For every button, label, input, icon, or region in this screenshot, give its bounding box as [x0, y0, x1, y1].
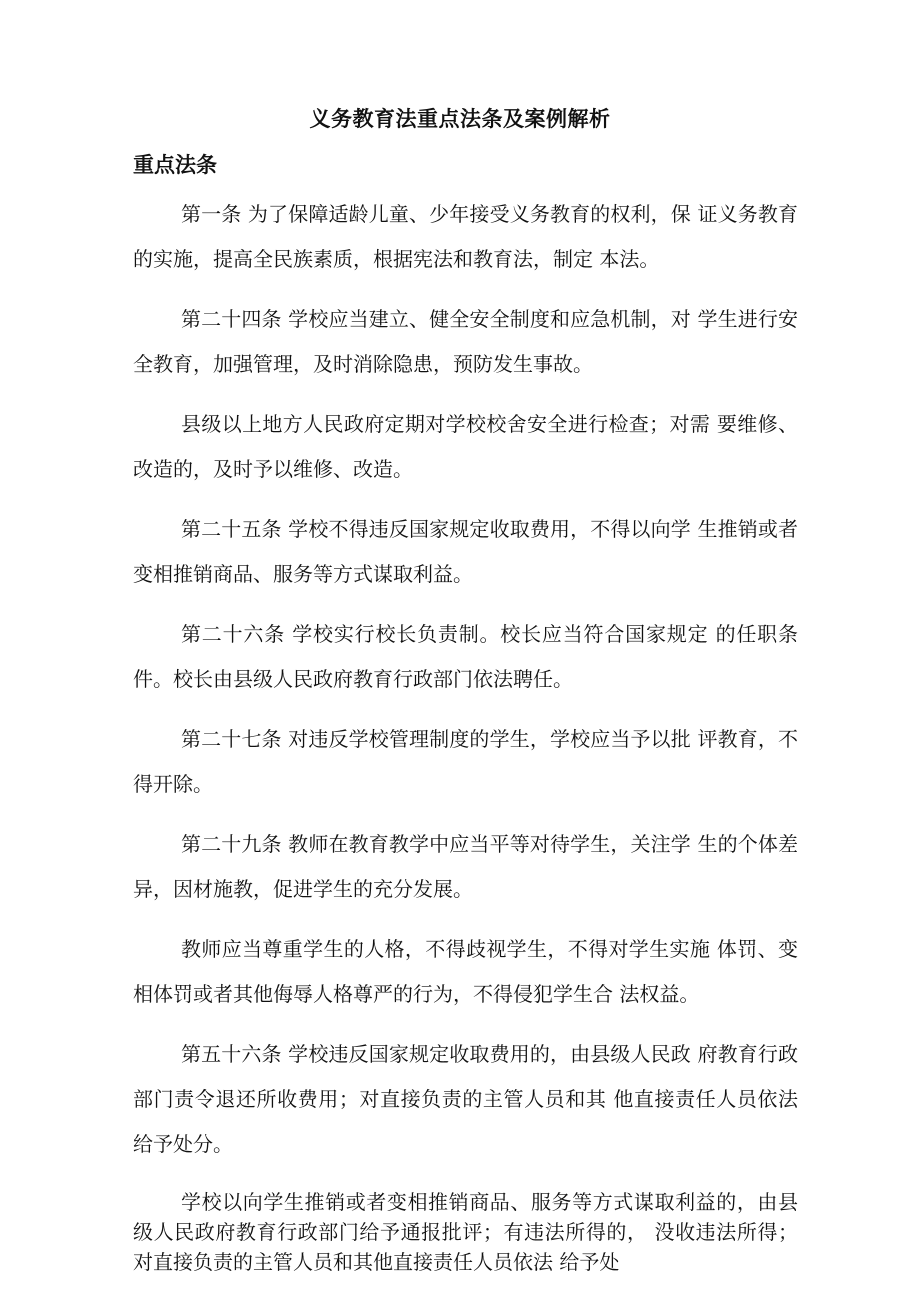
paragraph-teacher-respect: 教师应当尊重学生的人格，不得歧视学生，不得对学生实施 体罚、变相体罚或者其他侮辱人格尊严的行为，不得侵犯学生合 法权益。	[133, 937, 798, 1006]
paragraph-article-56: 第五十六条 学校违反国家规定收取费用的，由县级人民政 府教育行政部门责令退还所收费用；对直接负责的主管人员和其 他直接责任人员依法给予处分。	[133, 1042, 798, 1156]
paragraph-sales-penalty: 学校以向学生推销或者变相推销商品、服务等方式谋取利益的，由县级人民政府教育行政部门给予通报批评；有违法所得的， 没收违法所得；对直接负责的主管人员和其他直接责任人员依法 给予处	[133, 1190, 798, 1274]
document-body	[133, 192, 798, 1292]
paragraph-article-24: 第二十四条 学校应当建立、健全安全制度和应急机制，对 学生进行安全教育，加强管理，及时消除隐患，预防发生事故。	[133, 307, 798, 376]
paragraph-article-26: 第二十六条 学校实行校长负责制。校长应当符合国家规定 的任职条件。校长由县级人民政府教育行政部门依法聘任。	[133, 622, 798, 691]
paragraph-school-building-safety: 县级以上地方人民政府定期对学校校舍安全进行检查；对需 要维修、改造的，及时予以维修、改造。	[133, 412, 798, 481]
document-title: 义务教育法重点法条及案例解析	[309, 107, 611, 131]
paragraph-article-1: 第一条 为了保障适龄儿童、少年接受义务教育的权利，保 证义务教育的实施，提高全民族素质，根据宪法和教育法，制定 本法。	[133, 202, 798, 271]
paragraph-article-29: 第二十九条 教师在教育教学中应当平等对待学生，关注学 生的个体差异，因材施教，促进学生的充分发展。	[133, 832, 798, 901]
paragraph-article-27: 第二十七条 对违反学校管理制度的学生，学校应当予以批 评教育，不得开除。	[133, 727, 798, 796]
paragraph-article-25: 第二十五条 学校不得违反国家规定收取费用，不得以向学 生推销或者变相推销商品、服务等方式谋取利益。	[133, 517, 798, 586]
section-heading: 重点法条	[133, 153, 217, 177]
